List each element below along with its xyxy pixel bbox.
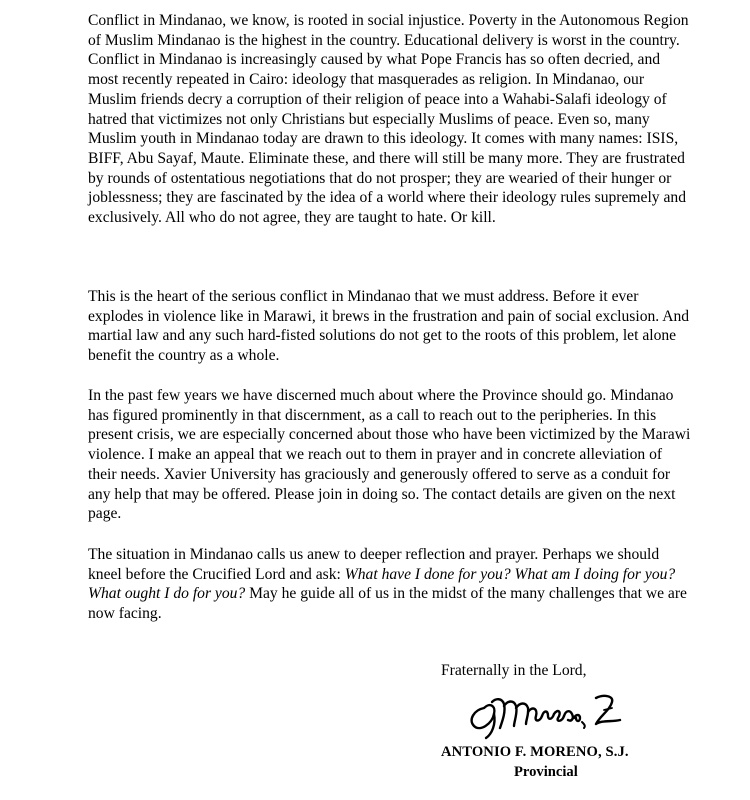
paragraph-4-questions: What have I done for you? What am I doing for you? What ought I do for you? xyxy=(88,565,676,603)
paragraph-4-closing: May he guide all of us in the midst of the many challenges that we are now facing. xyxy=(88,585,687,623)
letter-paragraph-4 xyxy=(88,545,694,624)
handwritten-signature xyxy=(462,680,632,742)
closing-salutation: Fraternally in the Lord, xyxy=(441,662,587,679)
letter-paragraph-1: Conflict in Mindanao, we know, is rooted in social injustice. Poverty in the Autonomous Region of Muslim Mindanao is the highest in the country. Educational delivery is worst in the country. Conflict in Mindanao is increasingly caused by what Pope Francis has so often decried, and most recently repeated in Cairo: ideology that masquerades as religion. In Mindanao, our Muslim friends decry a corruption of their religion of peace into a Wahabi-Salafi ideology of hatred that victimizes not only Christians but especially Muslims of peace. Even so, many Muslim youth in Mindanao today are drawn to this ideology. It comes with many names: ISIS, BIFF, Abu Sayaf, Maute. Eliminate these, and there will still be many more. They are frustrated by rounds of ostentatious negotiations that do not prosper; they are wearied of their hunger or joblessness; they are fascinated by the idea of a world where their ideology rules supremely and exclusively. All who do not agree, they are taught to hate. Or kill. xyxy=(88,12,689,227)
paragraph-4-opening: The situation in Mindanao calls us anew to deeper reflection and prayer. Perhaps we should kneel before the Crucified Lord and ask: xyxy=(88,546,660,583)
signer-title: Provincial xyxy=(514,764,578,780)
signer-name: ANTONIO F. MORENO, S.J. xyxy=(441,744,629,760)
letter-paragraph-2: This is the heart of the serious conflict in Mindanao that we must address. Before it ever explodes in violence like in Marawi, it brews in the frustration and pain of social exclusion. And martial law and any such hard-fisted solutions do not get to the roots of this problem, let alone benefit the country as a whole. xyxy=(88,288,690,365)
letter-paragraph-3: In the past few years we have discerned much about where the Province should go. Mindanao has figured prominently in that discernment, as a call to reach out to the peripheries. In this present crisis, we are especially concerned about those who have been victimized by the Marawi violence. I make an appeal that we reach out to them in prayer and in concrete alleviation of their needs. Xavier University has graciously and generously offered to serve as a conduit for any help that may be offered. Please join in doing so. The contact details are given on the next page. xyxy=(88,387,691,523)
